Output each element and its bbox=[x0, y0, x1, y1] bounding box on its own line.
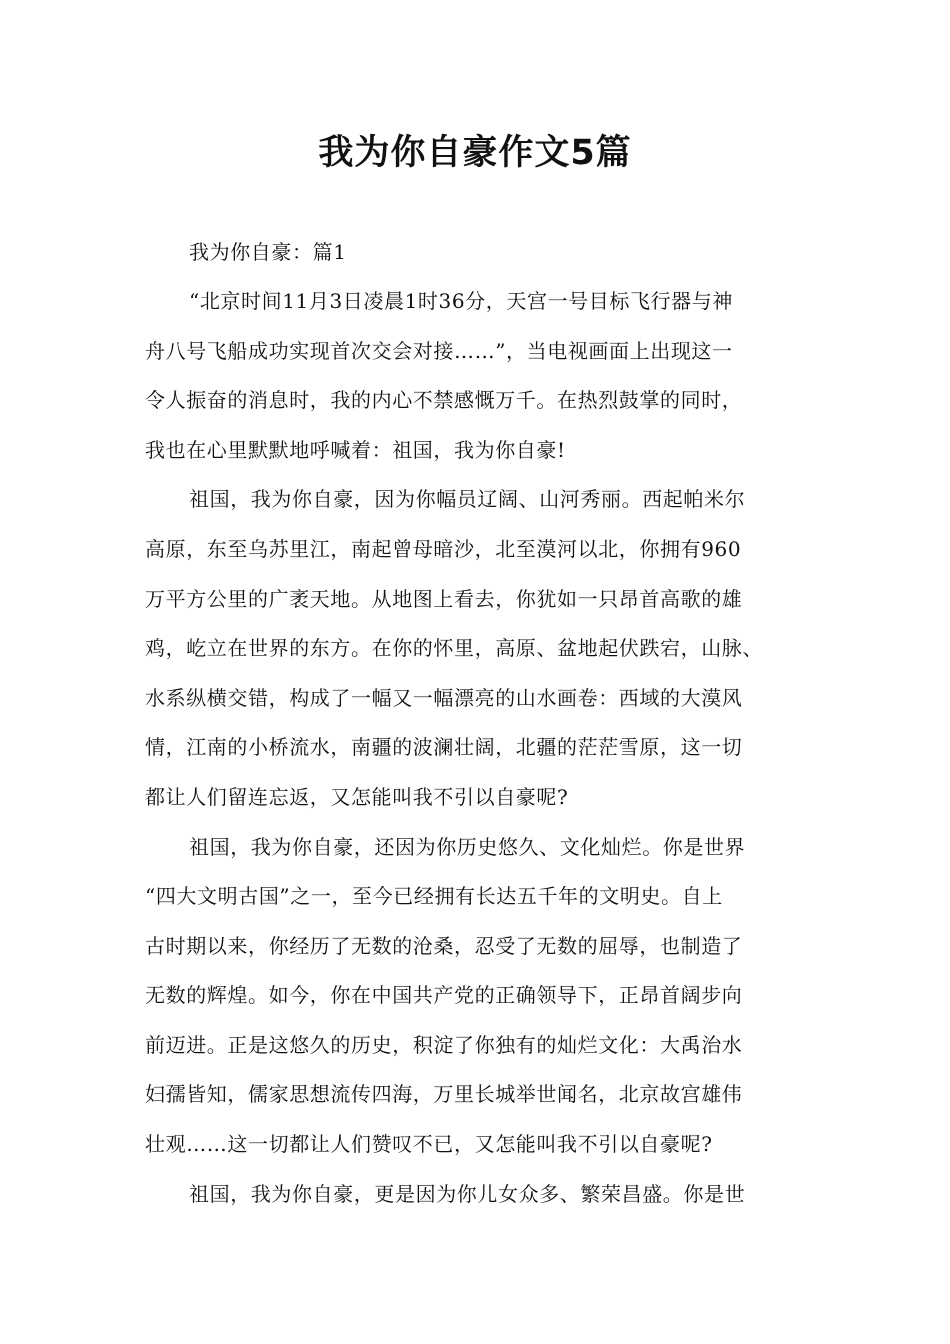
paragraph-line: 壮观……这一切都让人们赞叹不已，又怎能叫我不引以自豪呢? bbox=[145, 1132, 713, 1156]
paragraph-line: 妇孺皆知，儒家思想流传四海，万里长城举世闻名，北京故宫雄伟 bbox=[145, 1082, 743, 1106]
paragraph-line: 舟八号飞船成功实现首次交会对接……”，当电视画面上出现这一 bbox=[145, 339, 733, 363]
paragraph-line: “北京时间11月3日凌晨1时36分，天宫一号目标飞行器与神 bbox=[189, 289, 733, 313]
paragraph-line: 水系纵横交错，构成了一幅又一幅漂亮的山水画卷：西域的大漠风 bbox=[145, 686, 743, 710]
paragraph-line: 祖国，我为你自豪，更是因为你儿女众多、繁荣昌盛。你是世 bbox=[189, 1182, 746, 1206]
paragraph-line: 鸡，屹立在世界的东方。在你的怀里，高原、盆地起伏跌宕，山脉、 bbox=[145, 636, 763, 660]
paragraph-line: 祖国，我为你自豪，还因为你历史悠久、文化灿烂。你是世界 bbox=[189, 835, 746, 859]
paragraph-line: 万平方公里的广袤天地。从地图上看去，你犹如一只昂首高歌的雄 bbox=[145, 587, 743, 611]
paragraph-line: “四大文明古国”之一，至今已经拥有长达五千年的文明史。自上 bbox=[145, 884, 723, 908]
paragraph-line: 无数的辉煌。如今，你在中国共产党的正确领导下，正昂首阔步向 bbox=[145, 983, 743, 1007]
paragraph-line: 高原，东至乌苏里江，南起曾母暗沙，北至漠河以北，你拥有960 bbox=[145, 537, 742, 561]
paragraph-line: 我也在心里默默地呼喊着：祖国，我为你自豪! bbox=[145, 438, 566, 462]
paragraph-line: 古时期以来，你经历了无数的沧桑，忍受了无数的屈辱，也制造了 bbox=[145, 934, 743, 958]
paragraph-line: 都让人们留连忘返，又怎能叫我不引以自豪呢? bbox=[145, 785, 569, 809]
paragraph-line: 情，江南的小桥流水，南疆的波澜壮阔，北疆的茫茫雪原，这一切 bbox=[145, 735, 743, 759]
paragraph-line: 祖国，我为你自豪，因为你幅员辽阔、山河秀丽。西起帕米尔 bbox=[189, 487, 746, 511]
document-title: 我为你自豪作文5篇 bbox=[318, 133, 632, 173]
paragraph-line: 令人振奋的消息时，我的内心不禁感慨万千。在热烈鼓掌的同时， bbox=[145, 388, 743, 412]
section-heading: 我为你自豪：篇1 bbox=[189, 240, 347, 264]
paragraph-line: 前迈进。正是这悠久的历史，积淀了你独有的灿烂文化：大禹治水 bbox=[145, 1033, 743, 1057]
